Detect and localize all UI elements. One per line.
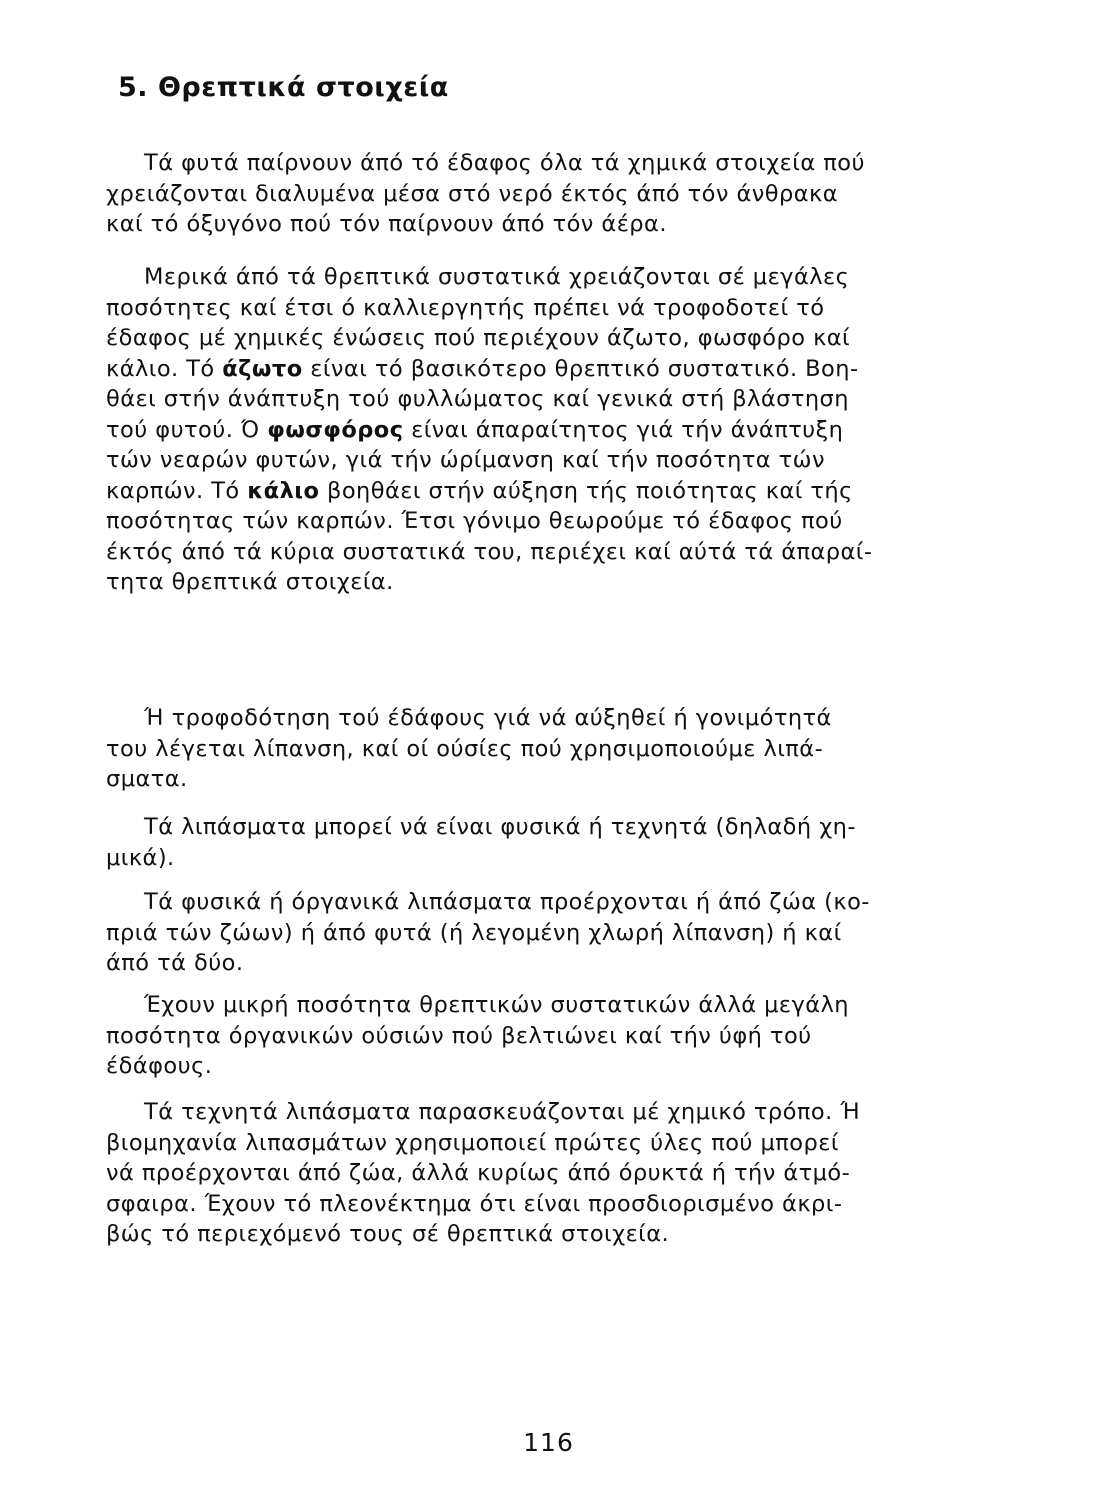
text-line: καί τό όξυγόνο πού τόν παίρνουν άπό τόν άέρα.	[106, 211, 667, 237]
text-line: βώς τό περιεχόμενό τους σέ θρεπτικά στοιχεία.	[106, 1221, 670, 1247]
text-line: πριά τών ζώων) ή άπό φυτά (ή λεγομένη χλωρή λίπανση) ή καί	[106, 919, 842, 946]
paragraph-1	[106, 148, 994, 240]
section-heading: 5. Θρεπτικά στοιχεία	[118, 72, 449, 103]
text-line: έδαφος μέ χημικές ένώσεις πού περιέχουν άζωτο, φωσφόρο καί	[106, 325, 851, 351]
paragraph-5	[106, 887, 994, 979]
bold-term-nitrogen: άζωτο	[222, 355, 303, 382]
bold-term-phosphorus: φωσφόρος	[267, 416, 404, 443]
text-line: Έχουν μικρή ποσότητα θρεπτικών συστατικών άλλά μεγάλη	[106, 992, 849, 1018]
text-line: έκτός άπό τά κύρια συστατικά του, περιέχει καί αύτά τά άπαραί-	[106, 538, 873, 565]
text-line: ποσότητας τών καρπών. Έτσι γόνιμο θεωρούμε τό έδαφος πού	[106, 508, 843, 534]
text-line: βιομηχανία λιπασμάτων χρησιμοποιεί πρώτες ύλες πού μπορεί	[106, 1129, 839, 1156]
text-line: Τά φυτά παίρνουν άπό τό έδαφος όλα τά χημικά στοιχεία πού	[106, 150, 865, 176]
text-line: νά προέρχονται άπό ζώα, άλλά κυρίως άπό όρυκτά ή τήν άτμό-	[106, 1160, 851, 1186]
text-line: σματα.	[106, 766, 188, 792]
paragraph-4	[106, 812, 994, 873]
paragraph-6	[106, 990, 994, 1082]
bold-term-potassium: κάλιο	[247, 477, 320, 504]
page-number: 116	[523, 1428, 574, 1457]
text-line: θάει στήν άνάπτυξη τού φυλλώματος καί γενικά στή βλάστηση	[106, 386, 849, 412]
text-line: Τά τεχνητά λιπάσματα παρασκευάζονται μέ χημικό τρόπο. Ή	[106, 1099, 861, 1125]
text-line: Τά λιπάσματα μπορεί νά είναι φυσικά ή τεχνητά (δηλαδή χη-	[106, 814, 856, 840]
paragraph-2	[106, 262, 994, 598]
text-line: του λέγεται λίπανση, καί οί ούσίες πού χρησιμοποιούμε λιπά-	[106, 735, 824, 762]
text-line: έδάφους.	[106, 1053, 213, 1079]
text-line: Μερικά άπό τά θρεπτικά συστατικά χρειάζονται σέ μεγάλες	[106, 264, 850, 290]
paragraph-3	[106, 703, 994, 795]
text-line: τητα θρεπτικά στοιχεία.	[106, 569, 394, 595]
text-line: καρπών. Τό κάλιο βοηθάει στήν αύξηση τής ποιότητας καί τής	[106, 477, 853, 504]
text-line: κάλιο. Τό άζωτο είναι τό βασικότερο θρεπτικό συστατικό. Βοη-	[106, 355, 859, 382]
text-line: τού φυτού. Ό φωσφόρος είναι άπαραίτητος γιά τήν άνάπτυξη	[106, 416, 844, 443]
text-line: Τά φυσικά ή όργανικά λιπάσματα προέρχονται ή άπό ζώα (κο-	[106, 889, 870, 915]
text-line: Ή τροφοδότηση τού έδάφους γιά νά αύξηθεί ή γονιμότητά	[106, 705, 832, 731]
text-line: χρειάζονται διαλυμένα μέσα στό νερό έκτός άπό τόν άνθρακα	[106, 180, 838, 207]
text-line: ποσότητες καί έτσι ό καλλιεργητής πρέπει νά τροφοδοτεί τό	[106, 294, 825, 321]
text-line: σφαιρα. Έχουν τό πλεονέκτημα ότι είναι προσδιορισμένο άκρι-	[106, 1190, 843, 1217]
text-line: ποσότητα όργανικών ούσιών πού βελτιώνει καί τήν ύφή τού	[106, 1022, 812, 1049]
text-line: μικά).	[106, 844, 175, 871]
paragraph-7	[106, 1097, 994, 1250]
text-line: τών νεαρών φυτών, γιά τήν ώρίμανση καί τήν ποσότητα τών	[106, 447, 825, 473]
text-line: άπό τά δύο.	[106, 950, 244, 976]
